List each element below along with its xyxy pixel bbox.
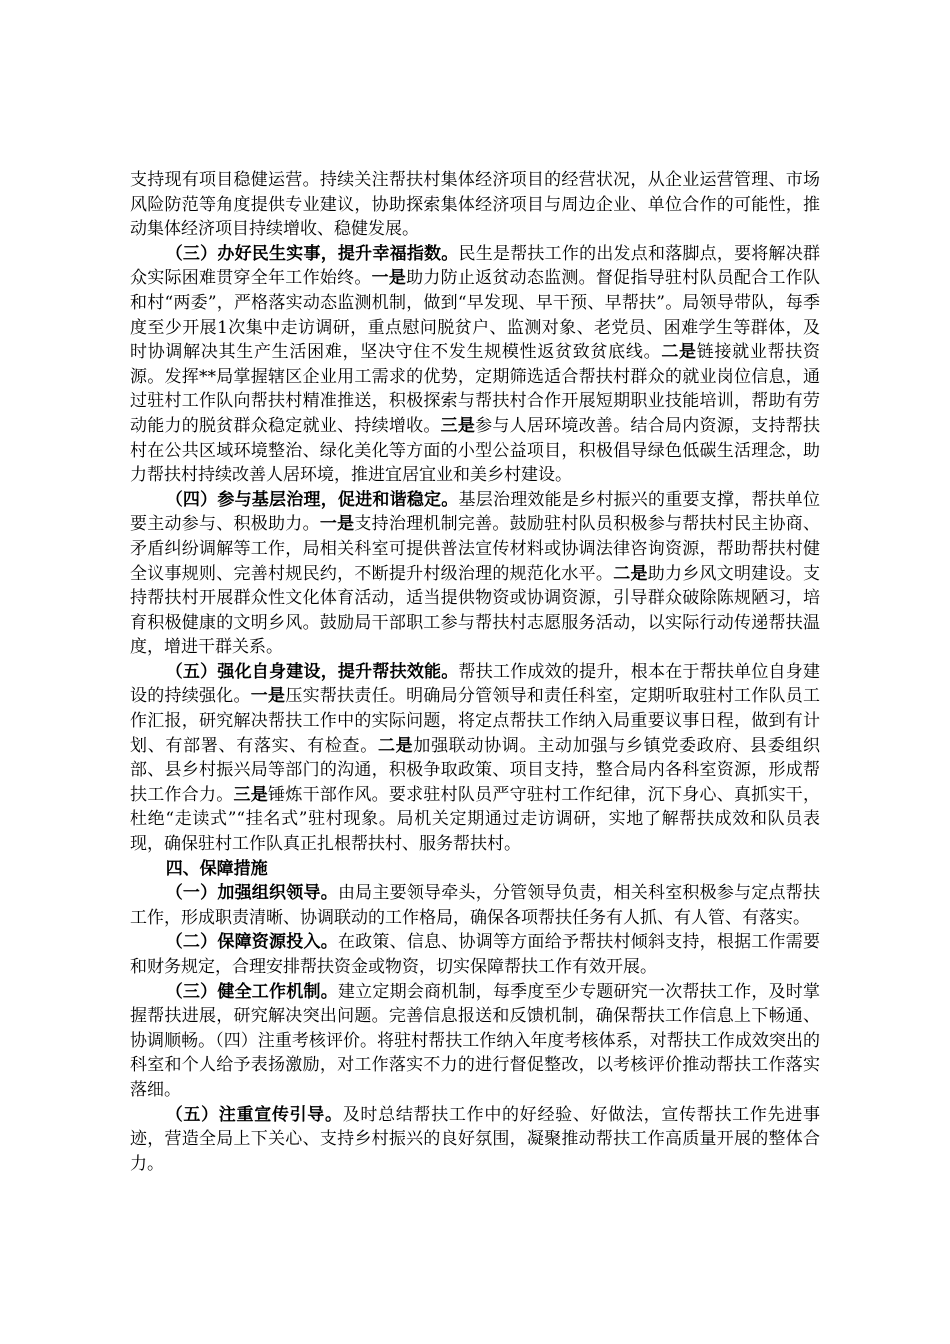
ordinal-marker: 二是 (661, 342, 697, 363)
paragraph-project-operation (130, 168, 820, 242)
paragraph-text: 在政策、信息、协调等方面给予帮扶村倾斜支持，根据工作需要和财务规定，合理安排帮扶资金或物资，切实保障帮扶工作有效开展。 (130, 932, 821, 977)
ordinal-marker: 二是 (377, 735, 414, 756)
paragraph-lead: （五）强化自身建设，提升帮扶效能。 (165, 661, 459, 682)
paragraph-publicity (130, 1103, 820, 1177)
paragraph-lead: （三）健全工作机制。 (165, 981, 338, 1002)
paragraph-text: 助力乡风文明建设。支持帮扶村开展群众性文化体育活动，适当提供物资或协调资源，引导群众破除陈规陋习，培育积极健康的文明乡风。鼓励局干部职工参与帮扶村志愿服务活动，以实际行动传递帮扶温度，增进干群关系。 (130, 563, 821, 658)
paragraph-text: 建立定期会商机制，每季度至少专题研究一次帮扶工作，及时掌握帮扶进展，研究解决突出问题。完善信息报送和反馈机制，确保帮扶工作信息上下畅通、协调顺畅。（四）注重考核评价。将驻村帮扶工作纳入年度考核体系，对帮扶工作成效突出的科室和个人给予表扬激励，对工作落实不力的进行督促整改，以考核评价推动帮扶工作落实落细。 (130, 981, 821, 1100)
paragraph-work-mechanism (130, 980, 820, 1103)
paragraph-text: 帮扶工作成效的提升，根本在于帮扶单位自身建设的持续强化。 (130, 661, 821, 707)
paragraph-grassroots-governance (130, 488, 820, 660)
paragraph-text: 支持现有项目稳健运营。持续关注帮扶村集体经济项目的经营状况，从企业运营管理、市场风险防范等角度提供专业建议，协助探索集体经济项目与周边企业、单位合作的可能性，推动集体经济项目持续增收、稳健发展。 (130, 170, 820, 240)
paragraph-text: 加强联动协调。主动加强与乡镇党委政府、县委组织部、县乡村振兴局等部门的沟通，积极争取政策、项目支持，整合局内各科室资源，形成帮扶工作合力。 (130, 735, 821, 805)
paragraph-text: 压实帮扶责任。明确局分管领导和责任科室，定期听取驻村工作队员工作汇报，研究解决帮扶工作中的实际问题，将定点帮扶工作纳入局重要议事日程，做到有计划、有部署、有落实、有检查。 (130, 686, 821, 756)
ordinal-marker: 一是 (319, 514, 355, 535)
paragraph-text: 及时总结帮扶工作中的好经验、好做法，宣传帮扶工作先进事迹，营造全局上下关心、支持乡村振兴的良好氛围，凝聚推动帮扶工作高质量开展的整体合力。 (130, 1104, 820, 1174)
ordinal-marker: 三是 (440, 415, 476, 436)
ordinal-marker: 二是 (613, 563, 648, 584)
paragraph-lead: （三）办好民生实事，提升幸福指数。 (165, 243, 459, 264)
paragraph-text: 链接就业帮扶资源。发挥**局掌握辖区企业用工需求的优势，定期筛选适合帮扶村群众的就业岗位信息，通过驻村工作队向帮扶村精准推送，积极探索与帮扶村合作开展短期职业技能培训，帮助有劳动能力的脱贫群众稳定就业、持续增收。 (130, 342, 821, 436)
paragraph-self-building (130, 660, 820, 857)
ordinal-marker: 一是 (250, 686, 286, 707)
section-heading-safeguards: 四、保障措施 (165, 858, 268, 879)
document-page (130, 168, 820, 1176)
paragraph-text: 由局主要领导牵头，分管领导负责，相关科室积极参与定点帮扶工作，形成职责清晰、协调联动的工作格局，确保各项帮扶任务有人抓、有人管、有落实。 (130, 883, 821, 928)
paragraph-text: 助力防止返贫动态监测。督促指导驻村队员配合工作队和村“两委”，严格落实动态监测机制，做到“早发现、早干预、早帮扶”。局领导带队，每季度至少开展1次集中走访调研，重点慰问脱贫户、监测对象、老党员、困难学生等群体，及时协调解决其生产生活困难，坚决守住不发生规模性返贫致贫底线。 (130, 268, 821, 363)
ordinal-marker: 三是 (233, 784, 269, 805)
paragraph-lead: （一）加强组织领导。 (165, 883, 338, 904)
paragraph-text: 锤炼干部作风。要求驻村队员严守驻村工作纪律，沉下身心、真抓实干，杜绝“走读式”“挂名式”驻村现象。局机关定期通过走访调研，实地了解帮扶成效和队员表现，确保驻村工作队真正扎根帮扶村、服务帮扶村。 (130, 784, 821, 855)
ordinal-marker: 一是 (371, 268, 407, 289)
paragraph-text: 民生是帮扶工作的出发点和落脚点，要将解决群众实际困难贯穿全年工作始终。 (130, 243, 821, 289)
paragraph-text: 基层治理效能是乡村振兴的重要支撑，帮扶单位要主动参与、积极助力。 (130, 489, 821, 535)
paragraph-resource-input (130, 930, 820, 979)
paragraph-livelihood (130, 242, 820, 488)
paragraph-text: 参与人居环境改善。结合局内资源，支持帮扶村在公共区域环境整治、绿化美化等方面的小型公益项目，积极倡导绿色低碳生活理念，助力帮扶村持续改善人居环境，推进宜居宜业和美乡村建设。 (130, 415, 821, 486)
paragraph-lead: （五）注重宣传引导。 (165, 1104, 343, 1125)
paragraph-lead: （二）保障资源投入。 (165, 932, 338, 953)
paragraph-lead: （四）参与基层治理，促进和谐稳定。 (165, 489, 459, 510)
paragraph-organization-leadership (130, 881, 820, 930)
paragraph-text: 支持治理机制完善。鼓励驻村队员积极参与帮扶村民主协商、矛盾纠纷调解等工作，局相关科室可提供普法宣传材料或协调法律咨询资源，帮助帮扶村健全议事规则、完善村规民约，不断提升村级治理的规范化水平。 (130, 514, 821, 584)
